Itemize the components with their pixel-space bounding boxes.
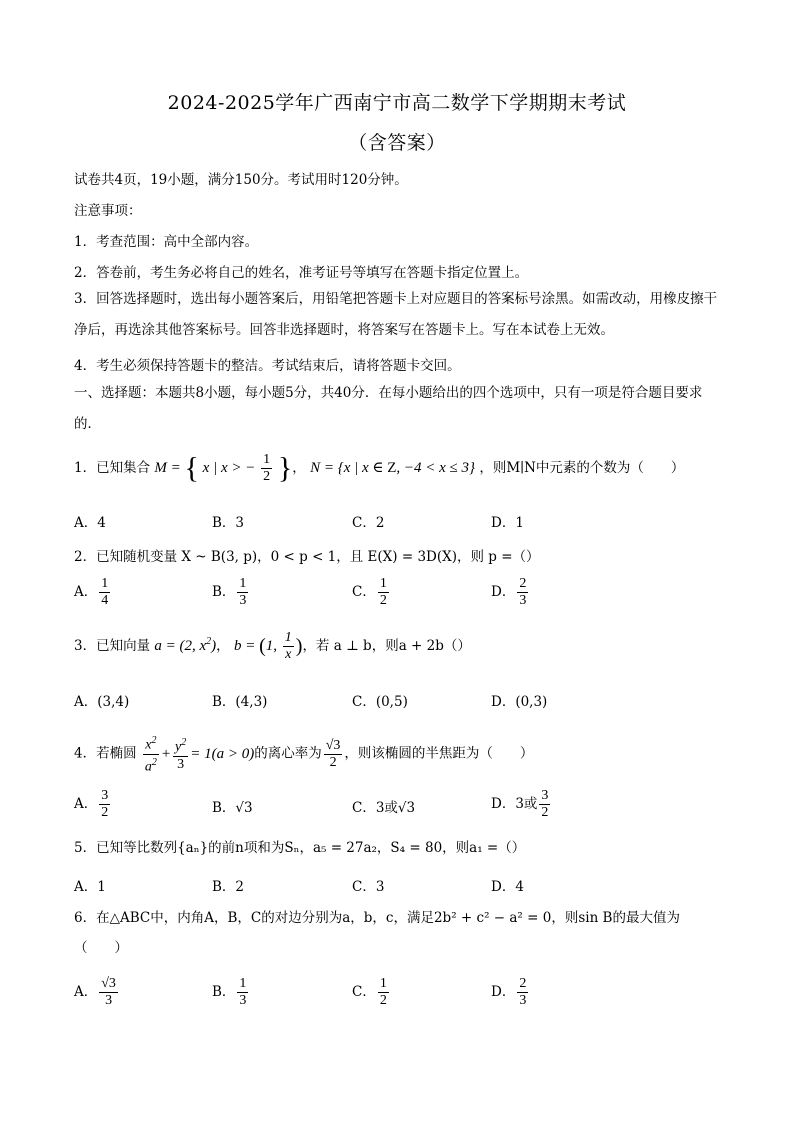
notice-item-2: 2．答卷前，考生务必将自己的姓名，准考证号等填写在答题卡指定位置上。 bbox=[74, 265, 529, 281]
q3-option-c[interactable]: C．(0,5) bbox=[352, 694, 408, 710]
q4-option-c[interactable]: C．3或√3 bbox=[352, 800, 416, 816]
q6-option-c[interactable]: C． $\frac{1}{2}$ bbox=[352, 976, 387, 1008]
q2-option-d[interactable]: D． $\frac{2}{3}$ bbox=[491, 576, 527, 608]
q3-option-d[interactable]: D．(0,3) bbox=[491, 694, 548, 710]
section-heading: 一、选择题：本题共8小题，每小题5分，共40分．在每小题给出的四个选项中，只有一项是符合题目要求的． bbox=[74, 385, 703, 432]
question-5: 5．已知等比数列{aₙ}的前n项和为Sₙ，a₅ = 27a₂，S₄ = 80，则a₁ =（） bbox=[74, 840, 526, 856]
q5-option-d[interactable]: D．4 bbox=[491, 879, 524, 895]
q1-option-b[interactable]: B．3 bbox=[212, 515, 245, 531]
q4-ellipse-equation: $\frac{x^2}{a^2}$ + $\frac{y^2}{3}$ = 1(a > 0) bbox=[144, 735, 255, 775]
page-subtitle: （含答案） bbox=[348, 132, 446, 154]
q3-option-a[interactable]: A．(3,4) bbox=[74, 694, 130, 710]
q5-option-b[interactable]: B．2 bbox=[212, 879, 245, 895]
q1-suffix: ，则M∣N中元素的个数为（ ） bbox=[479, 459, 685, 476]
q1-option-a[interactable]: A．4 bbox=[74, 515, 106, 531]
question-6: 6．在△ABC中，内角A，B，C的对边分别为a，b，c，满足2b² + c² − a² = 0，则sin B的最大值为 bbox=[74, 910, 680, 926]
question-3: 3．已知向量 a = (2, $x^2$)， b = (1, $\frac{1}{x}$ )，若 a ⊥ b，则a + 2b（） bbox=[74, 630, 471, 662]
q3-vector-b: b = (1, $\frac{1}{x}$ ) bbox=[233, 630, 303, 662]
q6-option-a[interactable]: A． $\frac{√3}{3}$ bbox=[74, 976, 116, 1008]
notice-heading: 注意事项： bbox=[74, 203, 142, 219]
q5-option-a[interactable]: A．1 bbox=[74, 879, 106, 895]
question-2: 2．已知随机变量 X ~ B(3, p)，0 < p < 1，且 E(X) = 3D(X)，则 p =（） bbox=[74, 549, 540, 565]
q1-set-m: M = { x | x > − $\frac{1}{2}$ } bbox=[154, 451, 293, 485]
question-6-paren: （ ） bbox=[74, 940, 128, 956]
question-1: 1．已知集合 M = { x | x > − $\frac{1}{2}$ }， N = {x | x ∈ Z, −4 < x ≤ 3} ，则M∣N中元素的个数为（ ） bbox=[74, 451, 685, 485]
q4-option-b[interactable]: B．√3 bbox=[212, 800, 253, 816]
q3-option-b[interactable]: B．(4,3) bbox=[212, 694, 268, 710]
notice-item-3: 3．回答选择题时，选出每小题答案后，用铅笔把答题卡上对应题目的答案标号涂黑。如需改动，用橡皮擦干净后，再选涂其他答案标号。回答非选择题时，将答案写在答题卡上。写在本试卷上无效。 bbox=[74, 291, 718, 338]
q5-option-c[interactable]: C．3 bbox=[352, 879, 385, 895]
q2-option-c[interactable]: C． $\frac{1}{2}$ bbox=[352, 576, 387, 608]
q2-option-b[interactable]: B． $\frac{1}{3}$ bbox=[212, 576, 247, 608]
q3-vector-a: a = (2, $x^2$) bbox=[154, 635, 217, 654]
q4-option-a[interactable]: A． $\frac{3}{2}$ bbox=[74, 788, 109, 820]
q1-option-c[interactable]: C．2 bbox=[352, 515, 385, 531]
q1-option-d[interactable]: D．1 bbox=[491, 515, 524, 531]
notice-item-1: 1．考查范围：高中全部内容。 bbox=[74, 234, 259, 250]
q1-set-n: N = {x | x ∈ Z, −4 < x ≤ 3} bbox=[310, 459, 476, 476]
page-title: 2024-2025学年广西南宁市高二数学下学期期末考试 bbox=[167, 92, 627, 114]
notice-item-4: 4．考生必须保持答题卡的整洁。考试结束后，请将答题卡交回。 bbox=[74, 358, 461, 374]
question-4: 4．若椭圆 $\frac{x^2}{a^2}$ + $\frac{y^2}{3}$ = 1(a > 0)的离心率为 $\frac{√3}{2}$ ，则该椭圆的半焦距为（ ） bbox=[74, 735, 534, 775]
exam-summary: 试卷共4页，19小题，满分150分。考试用时120分钟。 bbox=[74, 172, 408, 188]
q4-option-d[interactable]: D．3或 $\frac{3}{2}$ bbox=[491, 788, 549, 820]
q2-option-a[interactable]: A． $\frac{1}{4}$ bbox=[74, 576, 109, 608]
q6-option-b[interactable]: B． $\frac{1}{3}$ bbox=[212, 976, 247, 1008]
q1-prefix: 1．已知集合 bbox=[74, 459, 151, 476]
q6-option-d[interactable]: D． $\frac{2}{3}$ bbox=[491, 976, 527, 1008]
